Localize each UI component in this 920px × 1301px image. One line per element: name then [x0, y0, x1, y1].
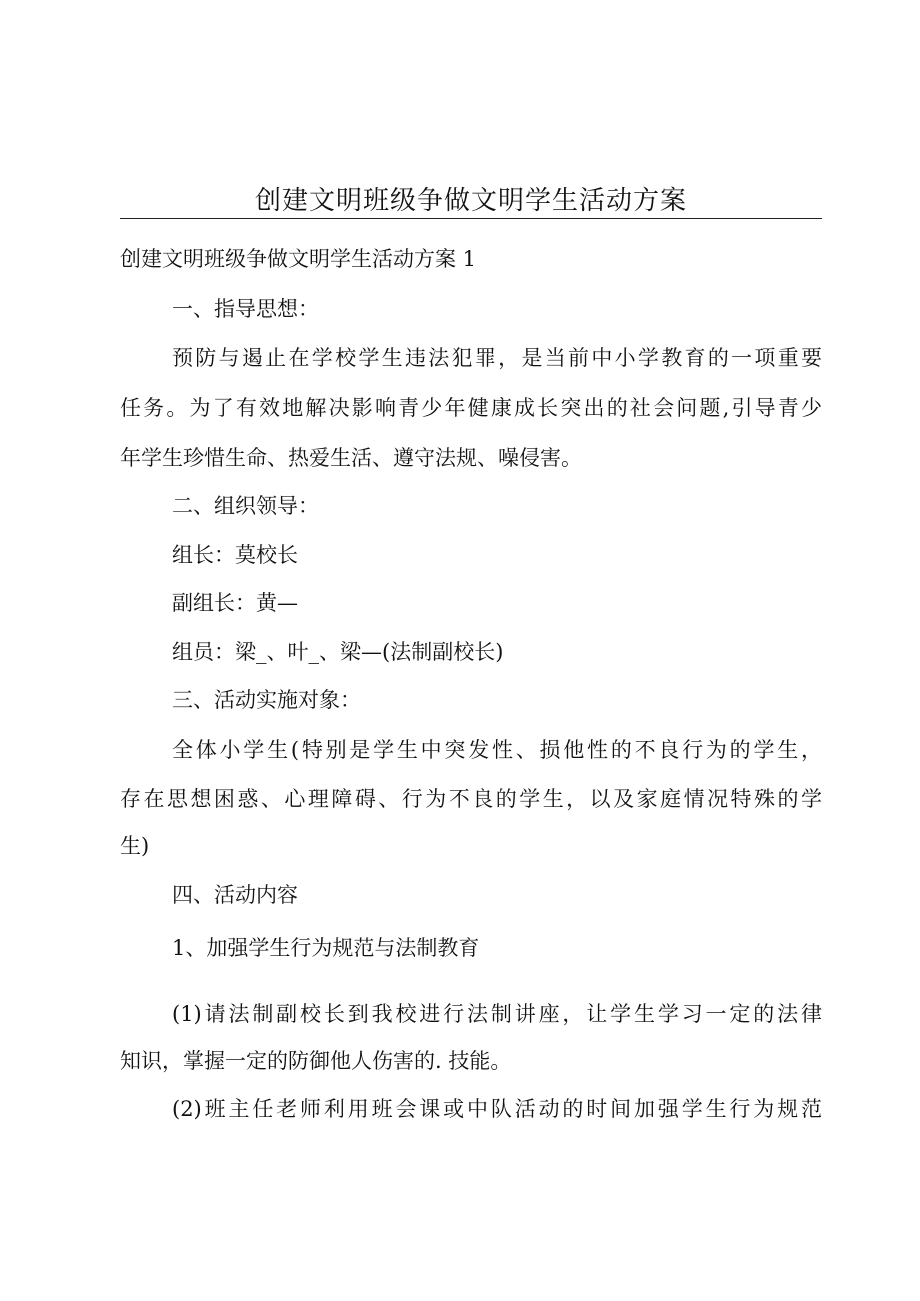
paragraph-line: (2)班主任老师利用班会课或中队活动的时间加强学生行为规范 [172, 1097, 822, 1121]
heading-target: 三、活动实施对象： [172, 688, 361, 712]
paragraph-line: 预防与遏止在学校学生违法犯罪，是当前中小学教育的一项重要 [172, 346, 822, 370]
title-underline [120, 218, 822, 219]
members-line: 组员：梁_、叶_、梁—(法制副校长) [172, 640, 504, 664]
paragraph-line: 任务。为了有效地解决影响青少年健康成长突出的社会问题,引导青少 [120, 396, 822, 420]
subheading-item-1: 1、加强学生行为规范与法制教育 [172, 936, 480, 960]
heading-guiding-thought: 一、指导思想： [172, 297, 319, 321]
paragraph-line: 年学生珍惜生命、热爱生活、遵守法规、噪侵害。 [120, 446, 582, 470]
paragraph-line: (1)请法制副校长到我校进行法制讲座，让学生学习一定的法律 [172, 1002, 822, 1026]
paragraph-line: 存在思想困惑、心理障碍、行为不良的学生，以及家庭情况特殊的学 [120, 787, 822, 811]
document-title: 创建文明班级争做文明学生活动方案 [254, 186, 687, 216]
heading-activity-content: 四、活动内容 [172, 883, 298, 907]
paragraph-line: 全体小学生(特别是学生中突发性、损他性的不良行为的学生， [172, 738, 822, 762]
deputy-leader-line: 副组长：黄— [172, 591, 298, 615]
section-heading: 创建文明班级争做文明学生活动方案 1 [120, 247, 477, 271]
heading-organization: 二、组织领导： [172, 494, 319, 518]
paragraph-line: 知识，掌握一定的防御他人伤害的. 技能。 [120, 1049, 512, 1073]
paragraph-line: 生) [120, 834, 150, 858]
leader-line: 组长：莫校长 [172, 543, 298, 567]
